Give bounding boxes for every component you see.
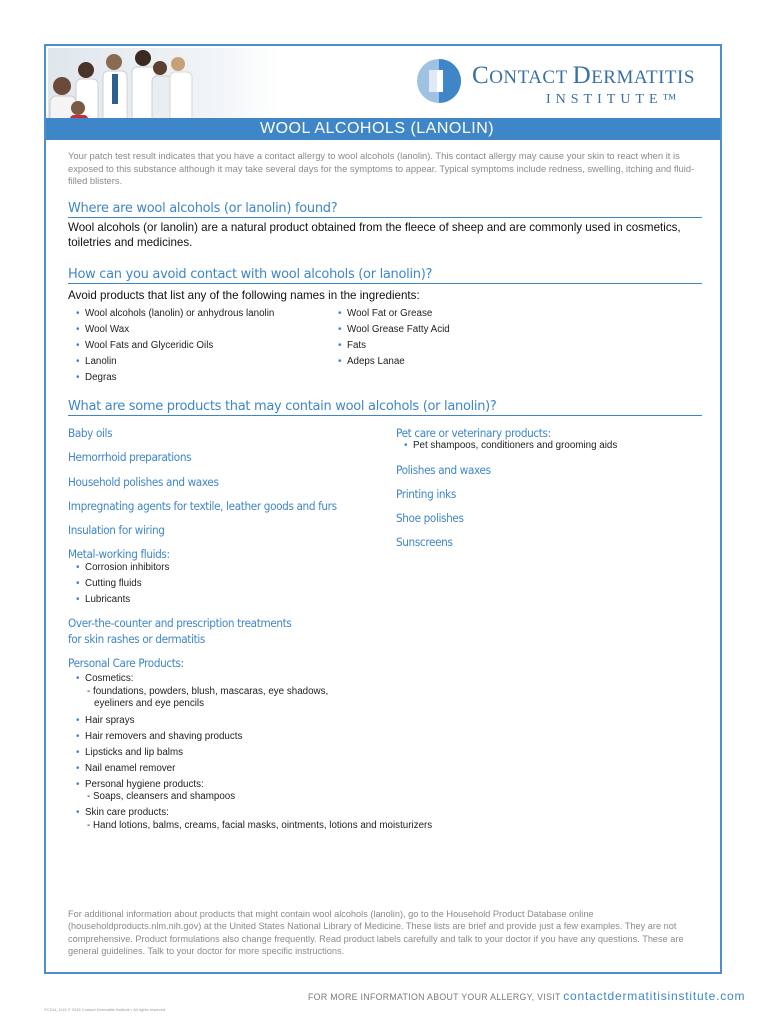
skincare-sub: - Hand lotions, balms, creams, facial masks, ointments, lotions and moisturizers [87,820,433,831]
intro-paragraph: Your patch test result indicates that you have a contact allergy to wool alcohols (lanolin). This contact allergy may cause your skin to react when it is exposed to this substance although it may take several days for the symptoms to appear. Typical symptoms include redness, swelling, itching and fluid-filled blisters. [68,150,695,186]
cosmetics-list [68,671,133,687]
list-item: • Lubricants [68,592,169,608]
section-text-found: Wool alcohols (or lanolin) are a natural product obtained from the fleece of sheep and are commonly used in cosmetics, toiletries and medicines. [68,221,681,249]
list-item: • Cosmetics: [68,671,133,687]
category-household: Household polishes and waxes [68,475,219,489]
ingredient-names-right [330,306,450,370]
cosmetics-sub-2: eyeliners and eye pencils [94,698,205,709]
list-item: • Hair sprays [68,713,242,729]
category-otc-line2: for skin rashes or dermatitis [68,632,205,646]
list-item: • Degras [68,370,274,386]
list-item: • Pet shampoos, conditioners and grooming aids [396,438,617,454]
list-item: • Wool Grease Fatty Acid [330,322,450,338]
category-sunscreens: Sunscreens [396,535,453,549]
metal-working-list [68,560,169,608]
logo-mark-icon [416,58,462,104]
document-frame [44,44,722,974]
page-title: WOOL ALCOHOLS (LANOLIN) [260,120,495,137]
list-item: • Lanolin [68,354,274,370]
institute-logo [416,58,716,108]
list-item: • Wool Fats and Glyceridic Oils [68,338,274,354]
more-info-line [308,989,745,1003]
logo-subtitle: INSTITUTE™ [546,92,682,107]
section-heading-found: Where are wool alcohols (or lanolin) found? [68,201,702,218]
list-item: • Lipsticks and lip balms [68,745,242,761]
ingredient-names-left [68,306,274,386]
category-printing-inks: Printing inks [396,487,456,501]
cosmetics-sub-1: - foundations, powders, blush, mascaras, eye shadows, [87,686,329,697]
list-item: • Wool alcohols (lanolin) or anhydrous lanolin [68,306,274,322]
section-heading-avoid: How can you avoid contact with wool alcohols (or lanolin)? [68,267,702,284]
list-item: • Personal hygiene products: [68,777,242,793]
category-personal-care: Personal Care Products: [68,656,184,670]
personal-care-list [68,713,242,793]
category-baby-oils: Baby oils [68,426,113,440]
list-item: • Cutting fluids [68,576,169,592]
list-item: • Wool Wax [68,322,274,338]
website-link[interactable]: contactdermatitisinstitute.com [563,989,746,1003]
category-impregnating: Impregnating agents for textile, leather goods and furs [68,499,337,513]
category-pet-care: Pet care or veterinary products: [396,426,551,440]
skincare-list [68,805,169,821]
section-heading-products: What are some products that may contain wool alcohols (or lanolin)? [68,399,702,416]
list-item: • Nail enamel remover [68,761,242,777]
list-item: • Adeps Lanae [330,354,450,370]
category-shoe-polishes: Shoe polishes [396,511,464,525]
category-insulation: Insulation for wiring [68,523,165,537]
section-text-avoid: Avoid products that list any of the following names in the ingredients: [68,289,420,302]
list-item: • Fats [330,338,450,354]
pet-care-list [396,438,617,454]
category-hemorrhoid: Hemorrhoid preparations [68,450,192,464]
logo-wordmark: CONTACT DERMATITIS [472,62,695,89]
list-item: • Skin care products: [68,805,169,821]
list-item: • Wool Fat or Grease [330,306,450,322]
list-item: • Hair removers and shaving products [68,729,242,745]
footer-note: For additional information about products that might contain wool alcohols (lanolin), go to the Household Product Database online (householdproducts.nlm.nih.gov) at the United States National Library of Medicine. These lists are brief and provide just a few examples. They are not comprehensive. Product formulations also change frequently. Read product labels carefully and talk to your doctor if you have any questions. These are general guidelines. Talk to your doctor for more specific instructions. [68,909,684,956]
hygiene-sub: - Soaps, cleansers and shampoos [87,791,236,802]
list-item: • Corrosion inhibitors [68,560,169,576]
copyright: ©CDI4_1115 © 2015 Contact Dermatitis Institute • All rights reserved. [44,1007,167,1012]
more-info-prefix: FOR MORE INFORMATION ABOUT YOUR ALLERGY, VISIT [308,992,564,1002]
category-polishes: Polishes and waxes [396,463,491,477]
category-metal-working: Metal-working fluids: [68,547,170,561]
category-otc-line1: Over-the-counter and prescription treatments [68,616,292,630]
